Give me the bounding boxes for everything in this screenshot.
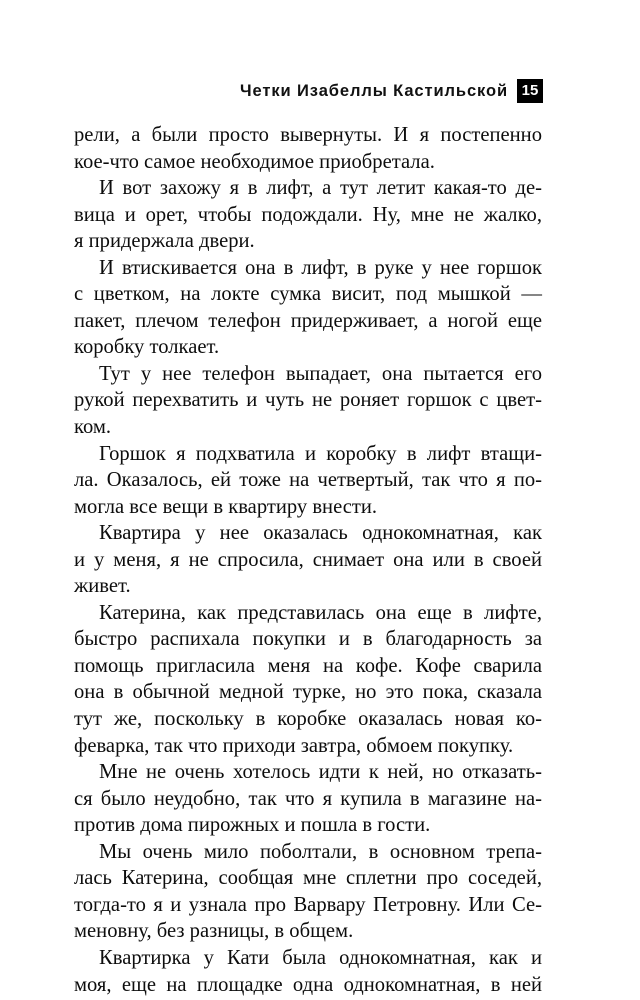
text-line: я придержала двери. (74, 230, 255, 253)
running-header (240, 79, 543, 103)
text-line: с цветком, на локте сумка висит, под мышкой — (74, 283, 542, 306)
text-line: тогда-то я и узнала про Варвару Петровну. Или Се- (74, 893, 542, 916)
text-line: Квартира у нее оказалась однокомнатная, как (99, 522, 542, 545)
text-line: она в обычной медной турке, но это пока, сказала (74, 681, 542, 704)
text-line: рукой перехватить и чуть не роняет горшок с цвет- (74, 389, 542, 412)
text-line: рели, а были просто вывернуты. И я постепенно (74, 124, 542, 146)
text-line: кое-что самое необходимое приобретала. (74, 150, 435, 173)
running-title: Четки Изабеллы Кастильской (240, 82, 508, 100)
body-text (74, 122, 542, 998)
text-line: вица и орет, чтобы подождали. Ну, мне не жалко, (74, 203, 542, 226)
text-line: помощь пригласила меня на кофе. Кофе сварила (74, 654, 542, 677)
text-line: ла. Оказалось, ей тоже на четвертый, так что я по- (74, 469, 542, 492)
text-line: моя, еще на площадке одна однокомнатная, в ней (74, 973, 542, 996)
text-line: ком. (74, 416, 112, 439)
text-line: Горшок я подхватила и коробку в лифт втащи- (99, 442, 542, 465)
text-line: против дома пирожных и пошла в гости. (74, 814, 431, 837)
text-line: быстро распихала покупки и в благодарность за (74, 628, 542, 651)
text-line: Катерина, как представилась она еще в лифте, (99, 601, 542, 624)
text-line: Тут у нее телефон выпадает, она пытается его (99, 362, 542, 385)
text-line: пакет, плечом телефон придерживает, а ногой еще (74, 309, 542, 332)
text-line: феварка, так что приходи завтра, обмоем покупку. (74, 734, 514, 757)
text-line: И втискивается она в лифт, в руке у нее горшок (99, 256, 542, 279)
page-number: 15 (517, 79, 543, 103)
text-line: меновну, без разницы, в общем. (74, 920, 354, 943)
text-line: И вот захожу я в лифт, а тут летит какая-то де- (99, 177, 542, 200)
text-line: могла все вещи в квартиру внести. (74, 495, 378, 518)
text-line: тут же, поскольку в коробке оказалась новая ко- (74, 708, 542, 731)
text-line: лась Катерина, сообщая мне сплетни про соседей, (74, 867, 542, 890)
text-line: Квартирка у Кати была однокомнатная, как и (99, 946, 542, 969)
text-line: живет. (74, 575, 131, 598)
text-line: Мне не очень хотелось идти к ней, но отказать- (99, 761, 542, 784)
text-line: ся было неудобно, так что я купила в магазине на- (74, 787, 542, 810)
text-line: коробку толкает. (74, 336, 220, 359)
text-line: Мы очень мило поболтали, в основном трепа- (99, 840, 542, 863)
text-line: и у меня, я не спросила, снимает она или в своей (74, 548, 542, 571)
